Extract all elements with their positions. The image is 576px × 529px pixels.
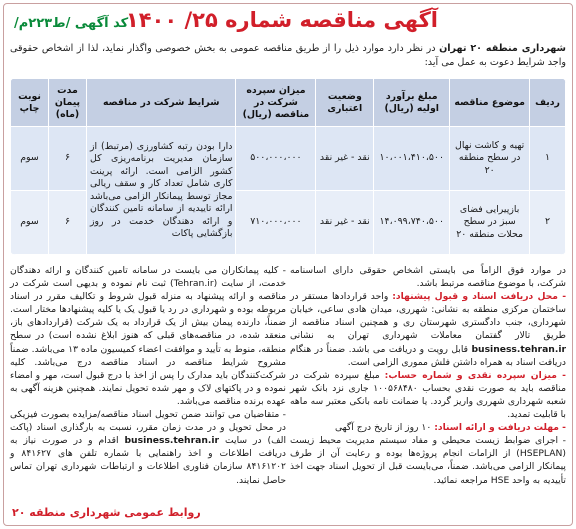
intro-text: در نظر دارد موارد ذیل را از طریق مناقصه عمومی به بخش خصوصی واگذار نماید، لذا از اشخاص حقوقی واجد شرایط دعوت به عمل می آید: (10, 43, 566, 68)
deposit-text: مبلغ سپرده شرکت در مناقصه باید به صورت نقدی بحساب ۱۰۰۵۶۸۴۸۰ جاری نزد بانک شهر شعبه شهرداری شهرری واریز گردد. یا ضمانت نامه بانکی معتبر سه ماهه با قابلیت تمدید. (290, 369, 566, 421)
cell-estimate: ۱۰،۰۰۱،۴۱۰،۵۰۰ (374, 127, 450, 191)
document-location-end: قابل رویت و دریافت می باشد. ضمناً در هنگام دریافت اسناد به همراه داشتن فلش مموری الزامی است. (290, 343, 566, 368)
th-print: نوبت چاپ (11, 79, 49, 127)
cell-estimate: ۱۴،۰۹۹،۷۴۰،۵۰۰ (374, 191, 450, 255)
intro-paragraph (10, 42, 566, 70)
public-relations-signature: روابط عمومی شهرداری منطقه ۲۰ (12, 506, 201, 519)
hse-note: - اجرای ضوابط زیست محیطی و مفاد سیستم مدیریت محیط زیست (HSEPLAN) از الزامات انجام پروژه‌ها بوده و رعایت آن از طرف پیمانکار الزامی می‌باشد. ضمناً، می‌بایست قبل از تحویل اسناد جهت اخذ تأییدیه به واحد HSE مراجعه نمائید. (290, 435, 566, 486)
th-subject: موضوع مناقصه (450, 79, 530, 127)
th-credit: وضعیت اعتباری (316, 79, 374, 127)
terms-section (10, 264, 566, 492)
document-location-text: واحد قراردادها مستقر در ساختمان مرکزی منطقه به نشانی: شهرری، میدان هادی ساعی، خیابان شهرداری، جنب دادگستری شهرستان ری و همچنین اسناد مناقصه از طریق تالار گفتمان معاملات شهرداری تهران به نشانی (290, 291, 566, 342)
th-estimate: مبلغ برآورد اولیه (ریال) (374, 79, 450, 127)
business-site-link[interactable]: business.tehran.ir (124, 435, 220, 447)
cell-duration: ۶ (49, 191, 87, 255)
cell-row: ۱ (530, 127, 566, 191)
cell-credit: نقد - غیر نقد (316, 127, 374, 191)
business-site-link[interactable]: business.tehran.ir (471, 343, 566, 355)
upload-text-end: اقدام و در صورت نیاز به دریافت اطلاعات و اخذ راهنمایی با شماره تلفن های ۸۴۱۶۲۷ و ۸۴۱۶۱۲۰۲ سازمان فناوری اطلاعات و ارتباطات شهرداری تهران تماس حاصل نمایند. (10, 435, 286, 486)
upload-info (10, 408, 286, 487)
contractor-registration: - کلیه پیمانکاران می بایست در سامانه تامین کنندگان و ارائه دهندگان خدمت، از سایت (Tehran.ir) ثبت نام نموده و بدیهی است شرکت در مناقصه و ارائه پیشنهاد به منزله قبول شروط و تکالیف مقرر در اسناد مربوطه بوده و شهرداری در رد یا قبول یک یا کلیه پیشنهادها مختار است. ضمناً، دارنده پیمان بیش از یک قرارداد به یک شرکت (قراردادهای باز، منعقد شده، در مناقصه‌های قبلی که هنوز ابلاغ نشده است) در سطح منطقه، منوط به تأیید و موافقت اعضاء کمیسیون ماده ۱۳ می‌باشد. ضمناً مشروح شرایط مناقصه در اسناد مناقصه درج می‌باشد. کلیه شرکت‌کنندگان باید مدارک را پس از اخذ با درج قبول است، مهر و امضاء نموده و در پاکتهای لاک و مهر شده تحویل نمایند. همچنین هزینه آگهی به عهده برنده مناقصه می‌باشد. (10, 265, 286, 407)
ad-header (8, 6, 568, 40)
intro-municipality: شهرداری منطقه ۲۰ تهران (439, 43, 566, 54)
ad-title: آگهی مناقصه شماره ۲۵/ ۱۴۰۰ (125, 8, 438, 32)
cell-subject: تهیه و کاشت نهال در سطح منطقه ۲۰ (450, 127, 530, 191)
legal-entity-note: در موارد فوق الزاماً می بایستی اشخاص حقوقی دارای اساسنامه شرکت، با موضوع مناقصه مرتبط باشد. (290, 265, 566, 290)
th-deposit: میزان سپرده شرکت در مناقصه (ریال) (236, 79, 316, 127)
ad-code: کد آگهی /ط۲۲۳م/ (14, 16, 129, 31)
cell-deposit: ۵۰۰،۰۰۰،۰۰۰ (236, 127, 316, 191)
document-location (290, 290, 566, 369)
tender-table (10, 78, 566, 255)
cell-row: ۲ (530, 191, 566, 255)
th-duration: مدت پیمان (ماه) (49, 79, 87, 127)
th-conditions: شرایط شرکت در مناقصه (86, 79, 235, 127)
terms-right-column (290, 264, 566, 492)
upload-text: - متقاضیان می توانند ضمن تحویل اسناد مناقصه/مزایده بصورت فیزیکی در محل تحویل و در مدت زمان مقرر، نسبت به بارگذاری اسناد (پاکت الف) در سایت (10, 409, 286, 447)
cell-duration: ۶ (49, 127, 87, 191)
table-row (11, 127, 566, 191)
cell-print: سوم (11, 127, 49, 191)
deadline-info (290, 421, 566, 434)
terms-left-column (10, 264, 286, 492)
deadline-heading: - مهلت دریافت و ارائه اسناد: (434, 422, 566, 434)
deposit-info (290, 369, 566, 421)
cell-credit: نقد - غیر نقد (316, 191, 374, 255)
cell-subject: بازپیرایی فضای سبز در سطح محلات منطقه ۲۰ (450, 191, 530, 255)
cell-deposit: ۷۱۰،۰۰۰،۰۰۰ (236, 191, 316, 255)
cell-conditions: دارا بودن رتبه کشاورزی (مرتبط) از سازمان مدیریت برنامه‌ریزی کل کشور الزامی است. ارائه پرینت کاری شامل تعداد کار و سقف ریالی مجاز توسط پیمانکار الزامی می‌باشد ارائه تاییدیه از سامانه تامین کنندگان و ارائه دهندگان خدمت در روز بازگشایی پاکات (86, 127, 235, 255)
table-header-row (11, 79, 566, 127)
document-location-heading: - محل دریافت اسناد و قبول پیشنهاد: (392, 291, 567, 303)
cell-print: سوم (11, 191, 49, 255)
deposit-heading: - میزان سپرده نقدی و شماره حساب: (384, 369, 566, 381)
deadline-text: ۱۰ روز از تاریخ درج آگهی (334, 422, 435, 434)
th-row: ردیف (530, 79, 566, 127)
